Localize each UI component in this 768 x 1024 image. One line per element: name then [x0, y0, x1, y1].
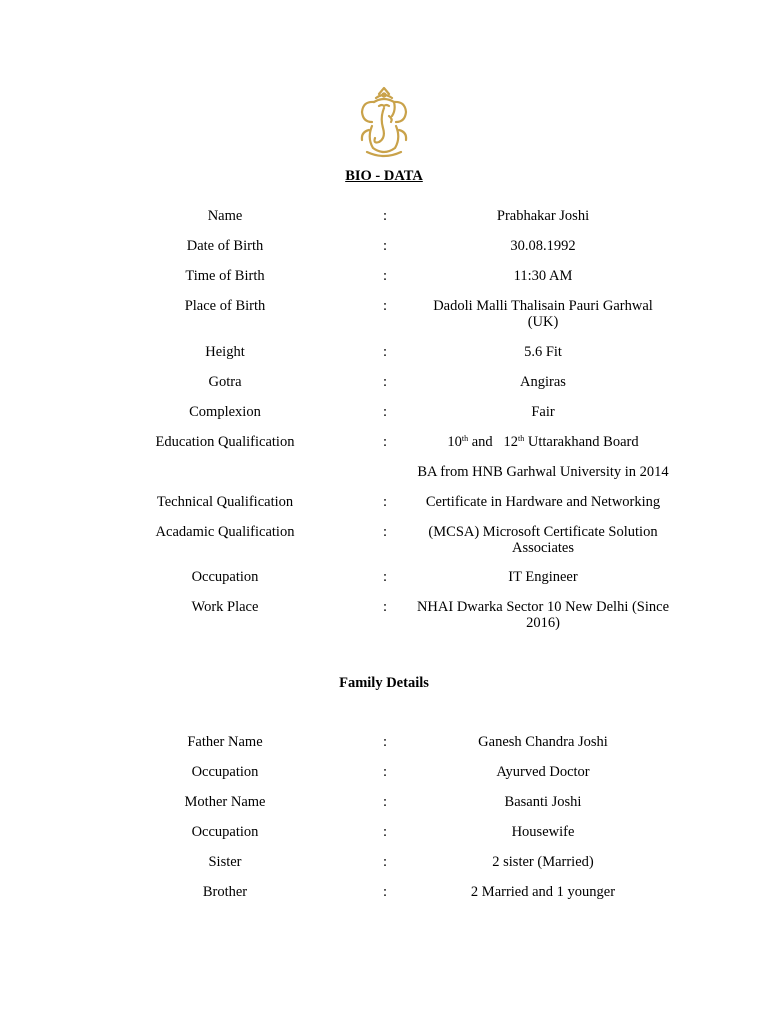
- field-label: Height: [205, 344, 245, 360]
- board-text: Uttarakhand Board: [524, 434, 639, 450]
- superscript: th: [461, 434, 469, 443]
- field-colon: :: [382, 344, 388, 360]
- field-label: Father Name: [187, 734, 263, 750]
- field-label: Occupation: [191, 824, 259, 840]
- field-colon: :: [382, 238, 388, 254]
- field-colon: :: [382, 764, 388, 780]
- field-colon: :: [382, 854, 388, 870]
- field-colon: :: [382, 374, 388, 390]
- field-label: Work Place: [191, 599, 259, 615]
- field-value: Ganesh Chandra Joshi: [478, 734, 608, 750]
- field-colon: :: [382, 434, 388, 450]
- field-label: Technical Qualification: [156, 494, 294, 510]
- section-title: Family Details: [339, 675, 429, 691]
- field-label: Acadamic Qualification: [155, 524, 295, 540]
- field-label: Complexion: [189, 404, 261, 420]
- class-12-number: 12: [503, 434, 519, 450]
- field-label: Occupation: [191, 569, 259, 585]
- field-colon: :: [382, 494, 388, 510]
- field-value: 2 sister (Married): [492, 854, 594, 870]
- field-value: Dadoli Malli Thalisain Pauri Garhwal (UK): [433, 298, 653, 330]
- field-colon: :: [382, 794, 388, 810]
- ganesha-icon: [345, 86, 423, 160]
- field-value: BA from HNB Garhwal University in 2014: [417, 464, 669, 480]
- field-label: Occupation: [191, 764, 259, 780]
- field-colon: :: [382, 268, 388, 284]
- field-colon: :: [382, 734, 388, 750]
- field-label: Date of Birth: [186, 238, 264, 254]
- field-colon: :: [382, 599, 388, 615]
- field-value: Certificate in Hardware and Networking: [425, 494, 661, 510]
- field-colon: :: [382, 569, 388, 585]
- field-label: Time of Birth: [185, 268, 265, 284]
- field-value: Housewife: [511, 824, 575, 840]
- field-value: Ayurved Doctor: [496, 764, 590, 780]
- field-colon: :: [382, 208, 388, 224]
- field-label: Sister: [208, 854, 242, 870]
- field-value: Angiras: [520, 374, 566, 390]
- field-label: Place of Birth: [184, 298, 266, 314]
- superscript: th: [518, 434, 525, 443]
- field-value: Basanti Joshi: [504, 794, 582, 810]
- field-label: Gotra: [208, 374, 242, 390]
- field-value: 11:30 AM: [513, 268, 573, 284]
- field-label: Education Qualification: [155, 434, 295, 450]
- field-colon: :: [382, 824, 388, 840]
- connector-text: and: [468, 434, 504, 450]
- field-label: Brother: [202, 884, 248, 900]
- field-value: IT Engineer: [508, 569, 578, 585]
- page-title: BIO - DATA: [345, 168, 423, 184]
- field-value: 30.08.1992: [510, 238, 576, 254]
- class-10-number: 10: [447, 434, 462, 450]
- field-value: NHAI Dwarka Sector 10 New Delhi (Since 2016): [416, 599, 670, 631]
- field-label: Name: [207, 208, 243, 224]
- field-colon: :: [382, 524, 388, 540]
- field-value: 2 Married and 1 younger: [470, 884, 616, 900]
- field-value: [408, 435, 678, 451]
- field-colon: :: [382, 404, 388, 420]
- field-colon: :: [382, 884, 388, 900]
- field-colon: :: [382, 298, 388, 314]
- field-value: Fair: [531, 404, 555, 420]
- field-value: Prabhakar Joshi: [496, 208, 590, 224]
- field-value: 5.6 Fit: [524, 344, 562, 360]
- field-value: (MCSA) Microsoft Certificate Solution Associates: [428, 524, 658, 556]
- field-label: Mother Name: [184, 794, 266, 810]
